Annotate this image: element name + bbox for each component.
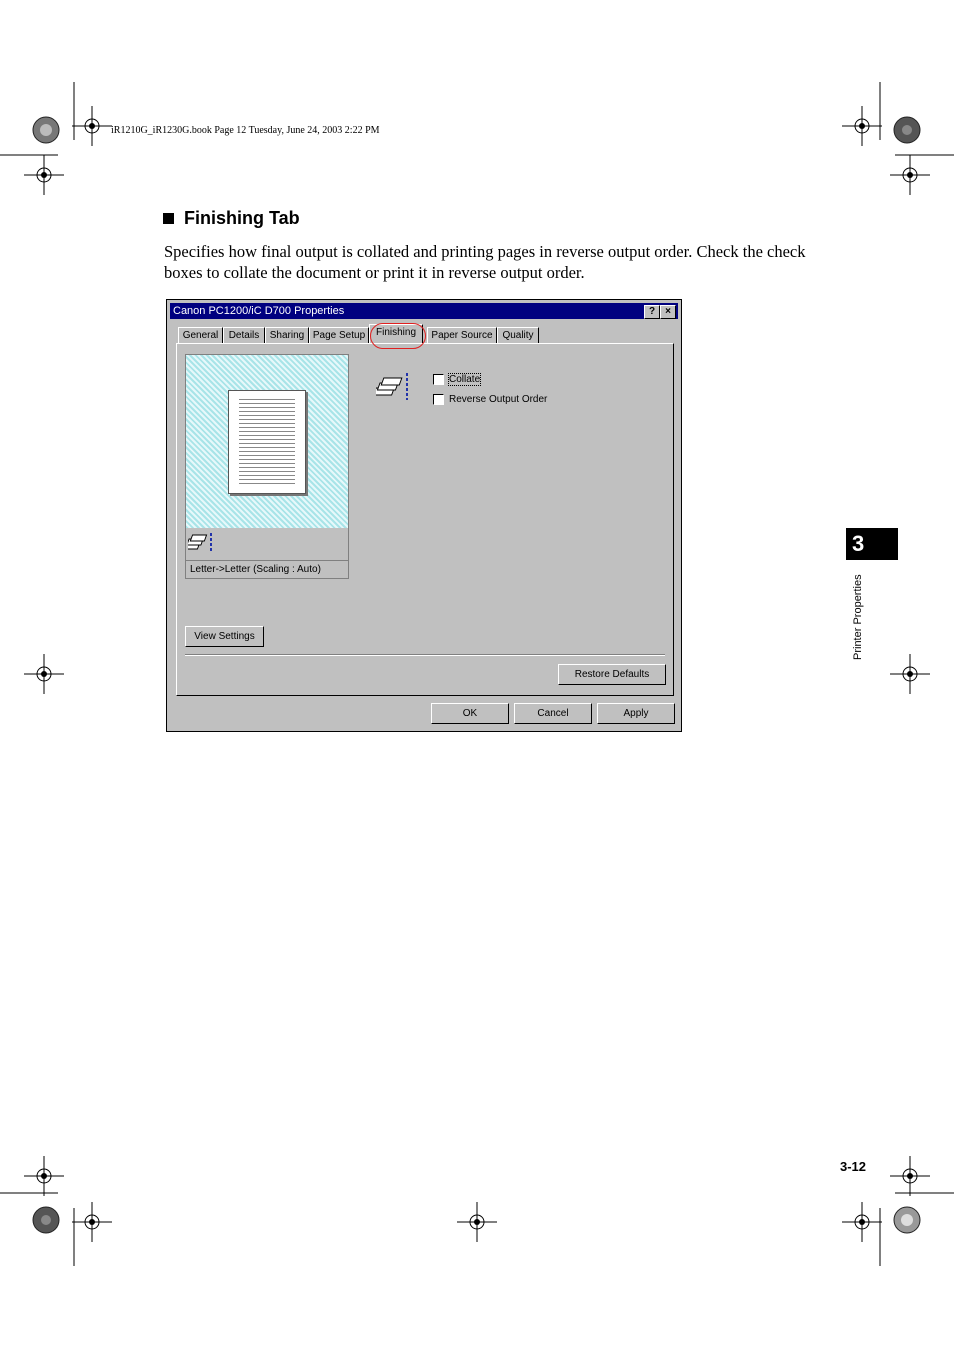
tab-quality[interactable]: Quality	[497, 327, 539, 343]
cancel-button[interactable]: Cancel	[514, 703, 592, 724]
preview-box	[185, 354, 349, 579]
view-settings-button[interactable]: View Settings	[185, 626, 264, 647]
finishing-tab-highlight	[370, 323, 426, 349]
tab-sharing[interactable]: Sharing	[265, 327, 309, 343]
dialog-title: Canon PC1200/iC D700 Properties	[173, 305, 345, 317]
properties-dialog	[166, 299, 682, 732]
section-body: Specifies how final output is collated and printing pages in reverse output order. Check the check boxes to collate the document or print it in reverse output order.	[164, 242, 806, 282]
restore-defaults-button[interactable]: Restore Defaults	[558, 664, 666, 685]
page-preview	[228, 390, 306, 494]
preview-status: Letter->Letter (Scaling : Auto)	[186, 560, 348, 578]
tab-paper-source[interactable]: Paper Source	[427, 327, 497, 343]
chapter-number-tab: 3	[846, 528, 898, 560]
page-number: 3-12	[840, 1159, 867, 1174]
tab-general[interactable]: General	[178, 327, 223, 343]
collate-label: Collate	[449, 374, 481, 385]
section-heading-text: Finishing Tab	[184, 208, 300, 228]
ok-button[interactable]: OK	[431, 703, 509, 724]
preview-area	[186, 355, 348, 528]
collate-checkbox[interactable]	[433, 374, 444, 385]
tab-page-setup[interactable]: Page Setup	[309, 327, 369, 343]
panel-separator	[185, 654, 665, 656]
reverse-output-checkbox[interactable]	[433, 394, 444, 405]
book-info-line: iR1210G_iR1230G.book Page 12 Tuesday, June 24, 2003 2:22 PM	[111, 125, 380, 136]
reverse-output-label: Reverse Output Order	[449, 394, 548, 405]
close-button[interactable]: ×	[660, 305, 676, 319]
collate-option[interactable]	[433, 374, 480, 385]
reverse-output-option[interactable]	[433, 394, 547, 405]
apply-button[interactable]: Apply	[597, 703, 675, 724]
dialog-titlebar	[170, 303, 678, 319]
finishing-icon	[376, 372, 412, 407]
section-heading	[163, 208, 300, 229]
finishing-panel	[176, 343, 674, 696]
chapter-title-side: Printer Properties	[852, 574, 864, 660]
tab-details[interactable]: Details	[223, 327, 265, 343]
help-button[interactable]: ?	[644, 305, 660, 319]
tab-finishing[interactable]: Finishing	[369, 324, 423, 343]
stacked-pages-icon	[188, 531, 214, 560]
square-bullet-icon	[163, 213, 174, 224]
